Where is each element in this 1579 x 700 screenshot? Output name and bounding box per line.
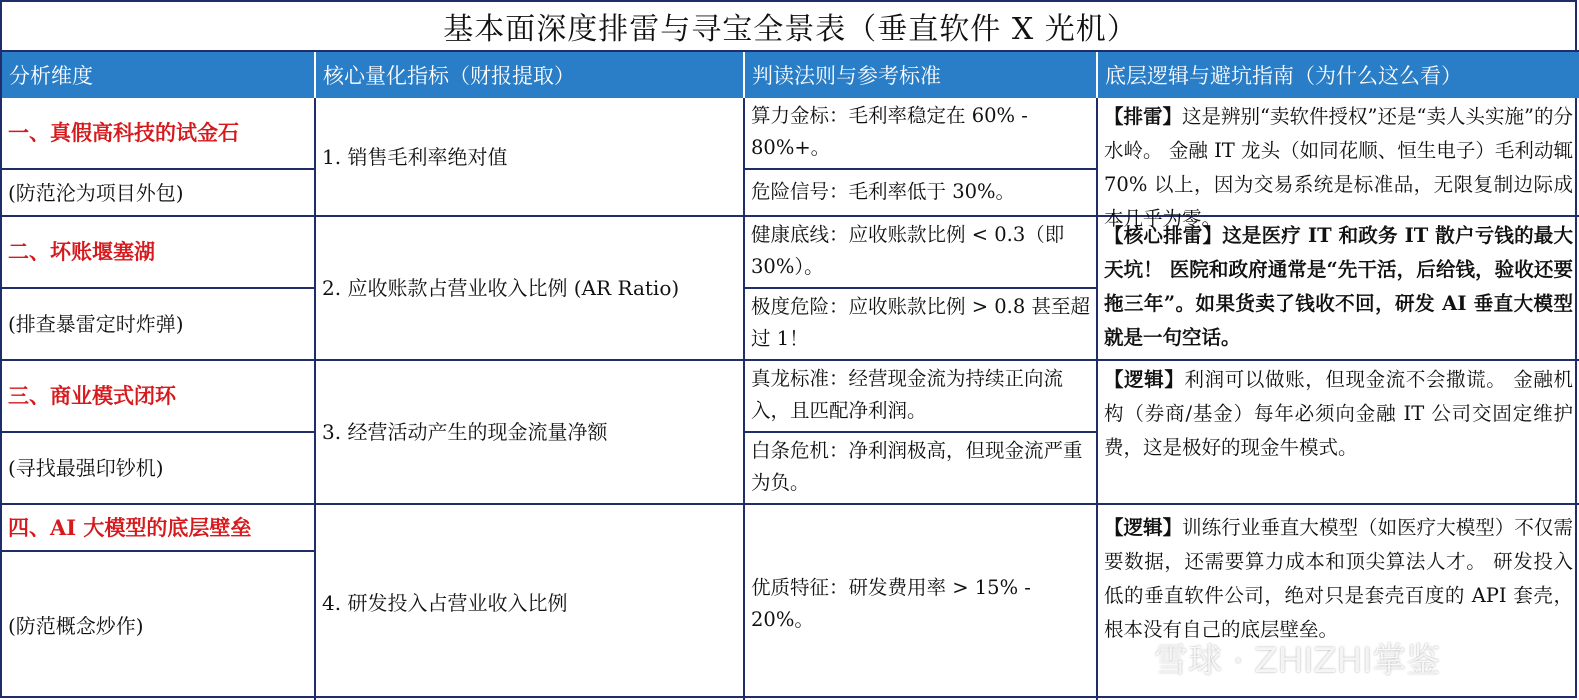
metric-cell [316,361,745,505]
criteria-text: 应收账款比例 < 0.3（即 30%）。 [751,223,1065,278]
dimension-subtitle: (防范沦为项目外包) [8,180,184,205]
header-metric: 核心量化指标（财报提取） [316,52,745,98]
metric-text: 3. 经营活动产生的现金流量净额 [322,420,608,444]
dimension-cell [2,505,316,552]
logic-text: 训练行业垂直大模型（如医疗大模型）不仅需要数据，还需要算力成本和顶尖算法人才。 研发投入低的垂直软件公司，绝对只是套壳百度的 API 套壳，根本没有自己的底层壁垒。 [1104,516,1573,641]
logic-text: 这是医疗 IT 和政务 IT 散户亏钱的最大天坑！ 医院和政府通常是“先干活，后给钱，验收还要拖三年”。如果货卖了钱收不回，研发 AI 垂直大模型就是一句空话。 [1104,224,1573,349]
logic-tag: 【逻辑】 [1104,368,1185,391]
criteria-cell [745,505,1098,700]
dimension-subtitle: (排查暴雷定时炸弹) [8,312,184,336]
dimension-sub-cell [2,289,316,361]
metric-text: 2. 应收账款占营业收入比例 (AR Ratio) [322,276,680,300]
dimension-cell [2,361,316,433]
logic-cell [1098,217,1579,361]
watermark-text: 雪球 · ZHIZHI掌鉴 [1154,640,1441,681]
dimension-sub-cell [2,552,316,700]
metric-text: 4. 研发投入占营业收入比例 [322,590,568,615]
dimension-title: 二、坏账堰塞湖 [8,239,155,264]
metric-cell [316,98,745,217]
header-dimension: 分析维度 [2,52,316,98]
dimension-title: 三、商业模式闭环 [8,383,176,408]
table-title: 基本面深度排雷与寻宝全景表（垂直软件 X 光机） [2,2,1579,52]
criteria-label: 危险信号： [751,180,849,203]
criteria-cell [745,433,1098,505]
criteria-label: 极度危险： [751,295,849,318]
criteria-cell [745,170,1098,217]
logic-tag: 【核心排雷】 [1104,224,1223,247]
logic-tag: 【排雷】 [1104,105,1183,128]
criteria-cell [745,98,1098,170]
criteria-cell [745,361,1098,433]
dimension-cell [2,98,316,170]
criteria-text: 研发费用率 > 15% - 20%。 [751,575,1031,631]
criteria-text: 经营现金流为持续正向流入，且匹配净利润。 [751,367,1064,422]
criteria-text: 毛利率低于 30%。 [848,180,1016,203]
metric-text: 1. 销售毛利率绝对值 [322,144,508,169]
dimension-title: 一、真假高科技的试金石 [8,120,239,145]
dimension-sub-cell [2,433,316,505]
criteria-label: 真龙标准： [751,367,849,390]
dimension-cell [2,217,316,289]
dimension-subtitle: (防范概念炒作) [8,614,144,638]
criteria-label: 优质特征： [751,575,849,599]
logic-cell [1098,361,1579,505]
criteria-text: 应收账款比例 > 0.8 甚至超过 1！ [751,295,1090,350]
criteria-label: 白条危机： [751,439,849,462]
header-criteria: 判读法则与参考标准 [745,52,1098,98]
logic-text: 这是辨别“卖软件授权”还是“卖人头实施”的分水岭。 金融 IT 龙头（如同花顺、恒生电子）毛利动辄 70% 以上，因为交易系统是标准品，无限复制边际成本几乎为零。 [1104,105,1573,230]
header-logic: 底层逻辑与避坑指南（为什么这么看） [1098,52,1579,98]
logic-text: 利润可以做账，但现金流不会撒谎。 金融机构（券商/基金）每年必须向金融 IT 公司交固定维护费，这是极好的现金牛模式。 [1104,368,1573,459]
criteria-text: 毛利率稳定在 60% - 80%+。 [751,104,1028,159]
criteria-text: 净利润极高，但现金流严重为负。 [751,439,1083,494]
criteria-label: 算力金标： [751,104,849,127]
criteria-label: 健康底线： [751,223,849,246]
dimension-subtitle: (寻找最强印钞机) [8,456,164,480]
dimension-sub-cell [2,170,316,217]
criteria-cell [745,289,1098,361]
metric-cell [316,505,745,700]
dimension-title: 四、AI 大模型的底层壁垒 [8,514,252,540]
criteria-cell [745,217,1098,289]
logic-tag: 【逻辑】 [1104,516,1183,539]
logic-cell [1098,505,1579,700]
metric-cell [316,217,745,361]
logic-cell [1098,98,1579,230]
